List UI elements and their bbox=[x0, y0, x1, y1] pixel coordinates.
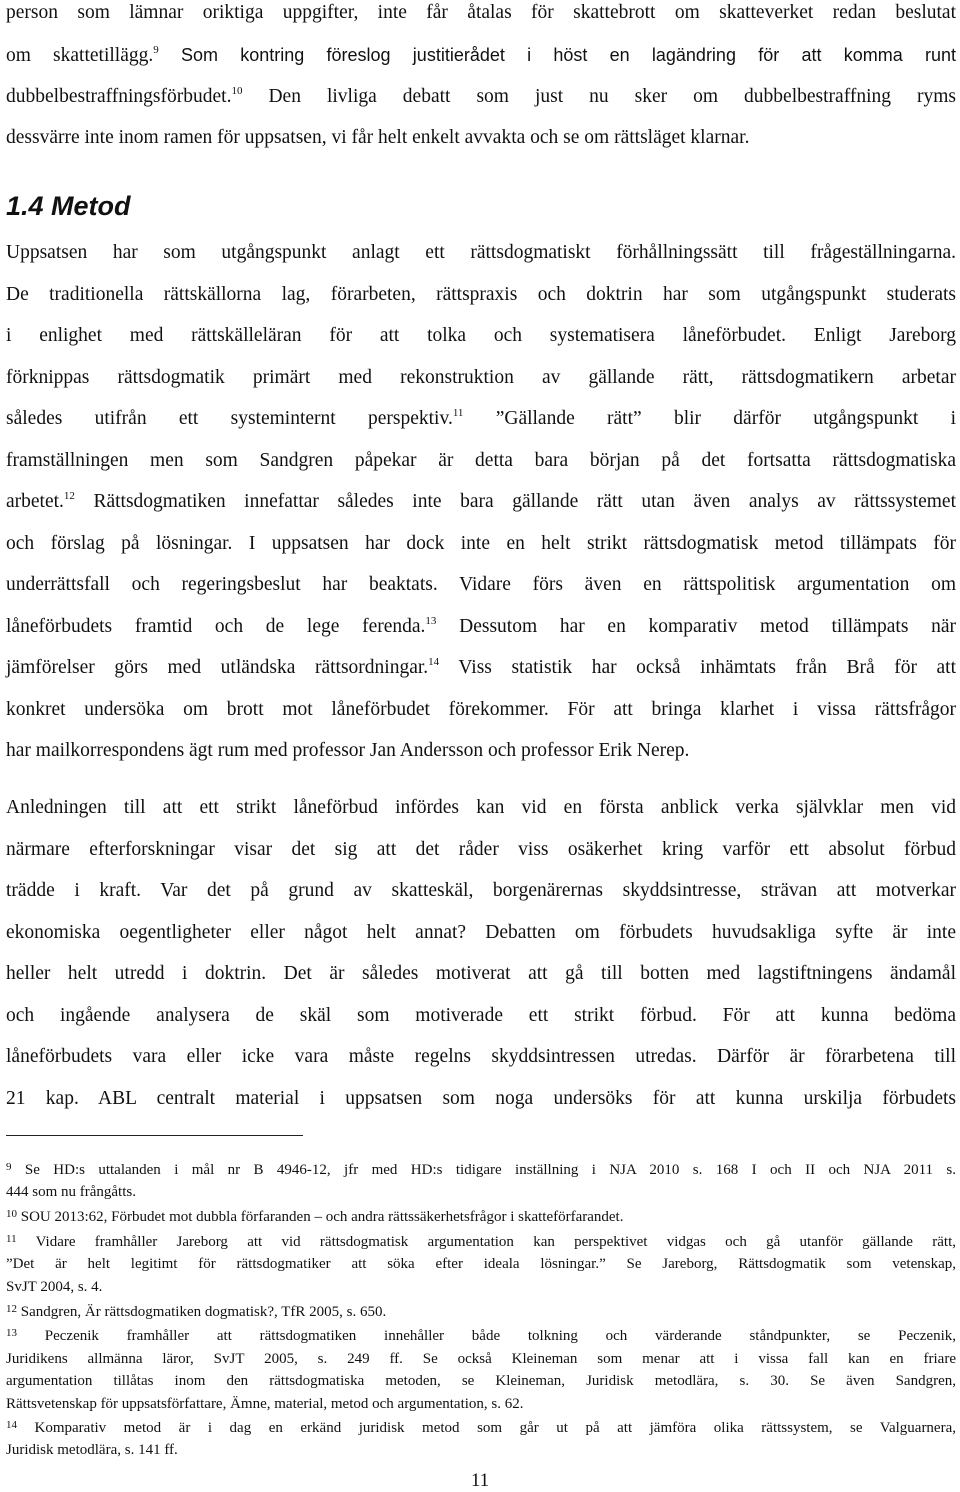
text-line: jämförelser görs med utländska rättsordningar.$^{14}$ Viss statistik har också inhämtats från Brå för att bbox=[6, 656, 957, 678]
text-line: person som lämnar oriktiga uppgifter, inte får åtalas för skattebrott om skatteverket redan beslutat bbox=[6, 2, 956, 23]
text-line: låneförbudets framtid och de lege ferenda.$^{13}$ Dessutom har en komparativ metod tillämpats när bbox=[6, 615, 957, 637]
section-heading: 1.4 Metod bbox=[6, 191, 131, 221]
text-line: närmare efterforskningar visar det sig att det råder viss osäkerhet kring varför ett absolut förbud bbox=[6, 839, 956, 860]
text-line: ekonomiska oegentligheter eller något helt annat? Debatten om förbudets huvudsakliga syfte är inte bbox=[6, 922, 956, 943]
footnote-ref[interactable]: 13 bbox=[425, 615, 437, 627]
footnote-13-cont: Rättsvetenskap för uppsatsförfattare, Ämne, material, metod och argumentation, s. 62. bbox=[6, 1396, 524, 1412]
text-line: trädde i kraft. Var det på grund av skatteskäl, borgenärernas skyddsintresse, strävan att motverkar bbox=[6, 880, 956, 901]
text-line: i enlighet med rättskälleläran för att tolka och systematisera låneförbudet. Enligt Jareborg bbox=[6, 325, 956, 346]
footnote-ref[interactable]: 10 bbox=[231, 85, 243, 97]
footnote-ref[interactable]: 12 bbox=[63, 490, 75, 502]
text-line: dessvärre inte inom ramen för uppsatsen, vi får helt enkelt avvakta och se om rättsläget klarnar. bbox=[6, 127, 750, 148]
text-line: arbetet.$^{12}$ Rättsdogmatiken innefattar således inte bara gällande rätt utan även analys av rättssystemet bbox=[6, 490, 956, 512]
text-line: heller helt utredd i doktrin. Det är således motiverat att gå till botten med lagstiftningens ändamål bbox=[6, 963, 956, 984]
footnote-9: $^9$ Se HD:s uttalanden i mål nr B 4946-12, jfr med HD:s tidigare inställning i NJA 2010 s. 168 I och II och NJA 2011 s. bbox=[6, 1161, 956, 1178]
text-line: och ingående analysera de skäl som motiverade ett strikt förbud. För att kunna bedöma bbox=[6, 1005, 956, 1026]
text-line: har mailkorrespondens ägt rum med professor Jan Andersson och professor Erik Nerep. bbox=[6, 740, 690, 761]
footnote-ref[interactable]: 14 bbox=[428, 656, 440, 668]
footnote-11: $^{11}$ Vidare framhåller Jareborg att vid rättsdogmatisk argumentation kan perspektivet vidgas och gå utanför gällande rätt, bbox=[6, 1233, 956, 1250]
text-line: således utifrån ett systeminternt perspektiv.$^{11}$ ”Gällande rätt” blir därför utgångspunkt i bbox=[6, 407, 957, 429]
text-line: 21 kap. ABL centralt material i uppsatsen som noga undersöks för att kunna urskilja förbudets bbox=[6, 1088, 956, 1109]
footnote-9-cont: 444 som nu frångåtts. bbox=[6, 1184, 136, 1200]
text-line: framställningen men som Sandgren påpekar är detta bara början på det fortsatta rättsdogmatiska bbox=[6, 450, 956, 471]
page-number: 11 bbox=[470, 1470, 490, 1491]
text-line: Uppsatsen har som utgångspunkt anlagt ett rättsdogmatiskt förhållningssätt till frågeställningarna. bbox=[6, 242, 956, 263]
text-line: förknippas rättsdogmatik primärt med rekonstruktion av gällande rätt, rättsdogmatikern arbetar bbox=[6, 367, 956, 388]
text-line: dubbelbestraffningsförbudet.$^{10}$ Den livliga debatt som just nu sker om dubbelbestraffning ryms bbox=[6, 85, 956, 107]
text-line: och förslag på lösningar. I uppsatsen har dock inte en helt strikt rättsdogmatisk metod tillämpats för bbox=[6, 533, 956, 554]
text-line: De traditionella rättskällorna lag, förarbeten, rättspraxis och doktrin har som utgångspunkt studerats bbox=[6, 284, 956, 305]
footnote-10: $^{10}$ SOU 2013:62, Förbudet mot dubbla förfaranden – och andra rättssäkerhetsfrågor i skatteförfarandet. bbox=[6, 1208, 624, 1225]
text-line: underrättsfall och regeringsbeslut har beaktats. Vidare förs även en rättspolitisk argumentation om bbox=[6, 574, 956, 595]
footnote-13-cont: argumentation tillåtas inom den rättsdogmatiska metoden, se Kleineman, Juridisk metodlära, s. 30. Se även Sandgren, bbox=[6, 1373, 956, 1389]
footnote-12: $^{12}$ Sandgren, Är rättsdogmatiken dogmatisk?, TfR 2005, s. 650. bbox=[6, 1303, 387, 1320]
footnote-14: $^{14}$ Komparativ metod är i dag en erkänd juridisk metod som går ut på att jämföra olika rättssystem, se Valguarnera, bbox=[6, 1419, 956, 1436]
footnote-11-cont: SvJT 2004, s. 4. bbox=[6, 1279, 103, 1295]
footnote-13-cont: Juridikens allmänna läror, SvJT 2005, s. 249 ff. Se också Kleineman som menar att i vissa fall kan en friare bbox=[6, 1351, 956, 1367]
footnote-ref[interactable]: 9 bbox=[153, 44, 159, 56]
text-line: om skattetillägg.$^9$ Som kontring föreslog justitierådet i höst en lagändring för att komma runt bbox=[6, 44, 956, 66]
text-line: Anledningen till att ett strikt låneförbud infördes kan vid en första anblick verka självklar men vid bbox=[6, 797, 956, 818]
footnote-separator bbox=[6, 1135, 303, 1136]
footnote-14-cont: Juridisk metodlära, s. 141 ff. bbox=[6, 1442, 178, 1458]
text-line: konkret undersöka om brott mot låneförbudet förekommer. För att bringa klarhet i vissa rättsfrågor bbox=[6, 699, 956, 720]
footnote-11-cont: ”Det är helt legitimt för rättsdogmatiker att söka efter ideala lösningar.” Se Jareborg, Rättsdogmatik som vetenskap, bbox=[6, 1256, 956, 1272]
footnote-13: $^{13}$ Peczenik framhåller att rättsdogmatiken innehåller både tolkning och värderande ståndpunkter, se Peczenik, bbox=[6, 1327, 956, 1344]
text-line: låneförbudets vara eller icke vara måste regelns skyddsintressen utredas. Därför är förarbetena till bbox=[6, 1046, 956, 1067]
footnote-ref[interactable]: 11 bbox=[452, 407, 464, 419]
document-page bbox=[6, 0, 956, 1491]
